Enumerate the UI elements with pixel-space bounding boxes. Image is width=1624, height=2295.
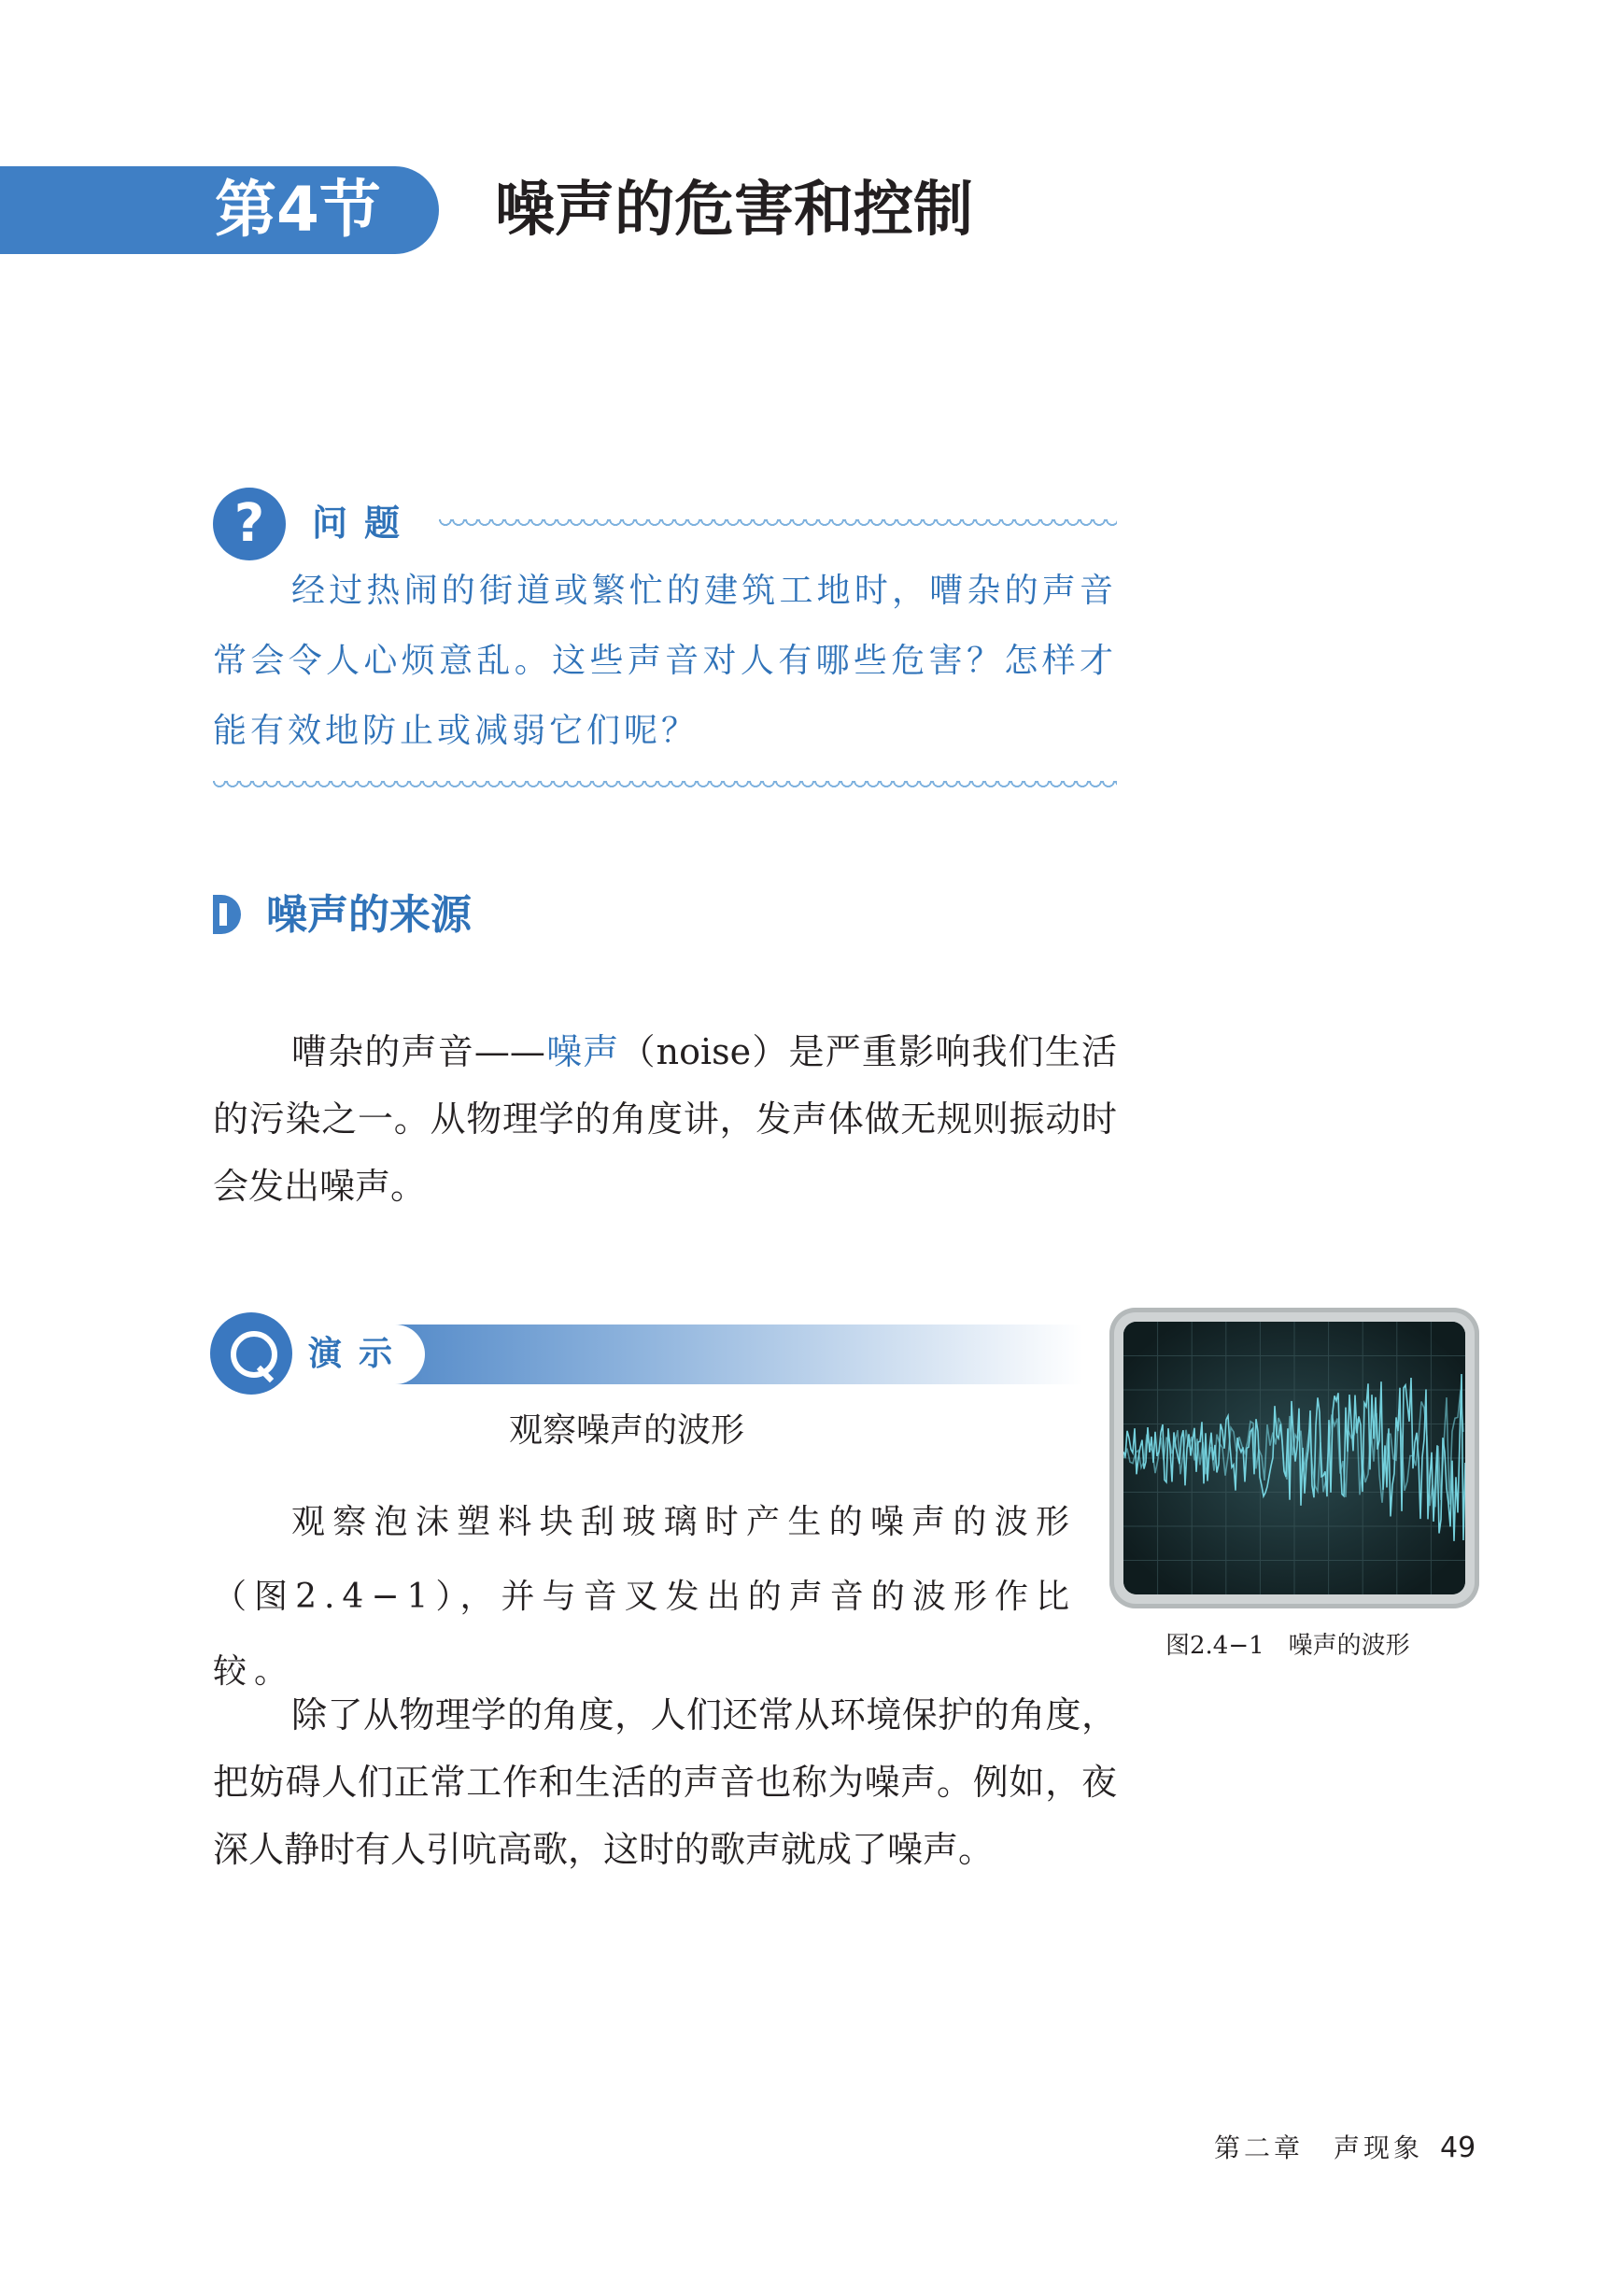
keyword-noise: 噪声 xyxy=(544,1031,620,1072)
section-number: 第4节 xyxy=(215,174,381,246)
question-mark-icon: ? xyxy=(213,488,286,560)
subheading-title: 噪声的来源 xyxy=(266,891,472,939)
section-title: 噪声的危害和控制 xyxy=(495,176,973,245)
page-footer xyxy=(1214,2130,1476,2167)
demo-title: 演示 xyxy=(308,1335,410,1373)
demo-subtitle: 观察噪声的波形 xyxy=(509,1411,745,1450)
question-title: 问题 xyxy=(312,503,417,544)
paragraph-noise-environment: 除了从物理学的角度，人们还常从环境保护的角度，把妨碍人们正常工作和生活的声音也称为噪声。例如，夜深人静时有人引吭高歌，这时的歌声就成了噪声。 xyxy=(213,1694,1117,1870)
magnifier-icon xyxy=(210,1312,292,1395)
demo-text: 观察泡沫塑料块刮玻璃时产生的噪声的波形（图2.4−1），并与音叉发出的声音的波形作比较。 xyxy=(213,1503,1077,1691)
question-text: 经过热闹的街道或繁忙的建筑工地时，嘈杂的声音常会令人心烦意乱。这些声音对人有哪些危害？怎样才能有效地防止或减弱它们呢？ xyxy=(213,572,1117,750)
question-bottom-divider xyxy=(213,781,1117,792)
noise-waveform-image xyxy=(1123,1322,1465,1594)
paragraph-noise-source: 嘈杂的声音——噪声（noise）是严重影响我们生活的污染之一。从物理学的角度讲，发声体做无规则振动时会发出噪声。 xyxy=(213,1031,1117,1207)
subheading-marker-icon xyxy=(213,895,241,934)
figure-caption: 图2.4−1 噪声的波形 xyxy=(1165,1632,1410,1660)
chapter-label: 第二章 声现象 xyxy=(1214,2132,1424,2163)
oscilloscope-screen xyxy=(1123,1322,1465,1594)
question-top-divider xyxy=(439,519,1117,531)
page-number: 49 xyxy=(1440,2132,1476,2164)
